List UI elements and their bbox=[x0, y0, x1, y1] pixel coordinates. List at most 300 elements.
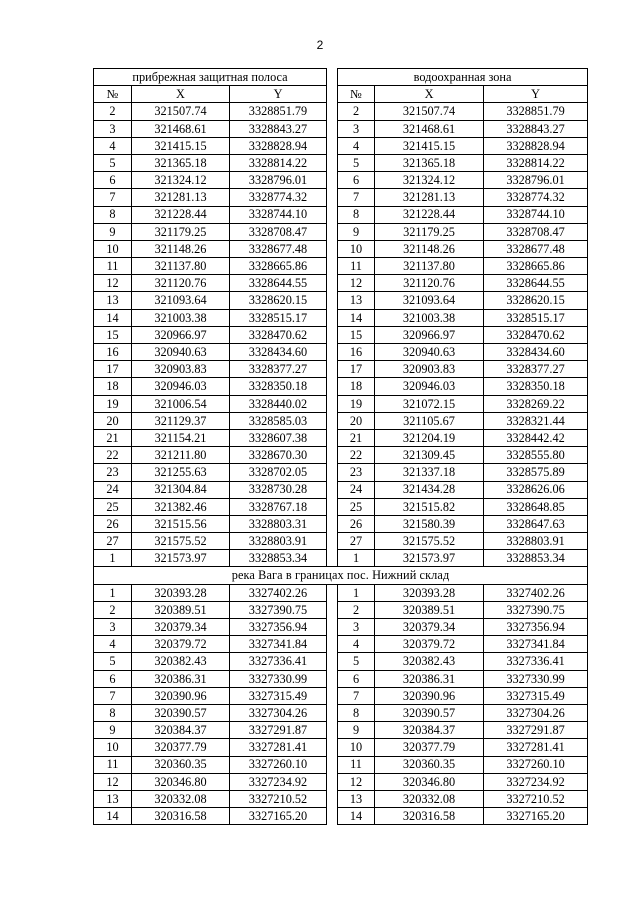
left-y-value: 3327336.41 bbox=[230, 653, 327, 670]
right-x-value: 321105.67 bbox=[375, 412, 484, 429]
left-y-value: 3328796.01 bbox=[230, 172, 327, 189]
right-y-value: 3328321.44 bbox=[484, 412, 588, 429]
table-row bbox=[94, 808, 588, 825]
right-point-number: 12 bbox=[338, 275, 375, 292]
column-gap bbox=[327, 722, 338, 739]
left-y-value: 3328670.30 bbox=[230, 447, 327, 464]
column-gap bbox=[327, 687, 338, 704]
left-point-number: 14 bbox=[94, 808, 132, 825]
right-x-value: 320903.83 bbox=[375, 361, 484, 378]
right-y-value: 3328814.22 bbox=[484, 154, 588, 171]
left-x-value: 321304.84 bbox=[132, 481, 230, 498]
table-row bbox=[94, 619, 588, 636]
left-x-value: 321281.13 bbox=[132, 189, 230, 206]
right-point-number: 3 bbox=[338, 619, 375, 636]
column-gap bbox=[327, 361, 338, 378]
left-point-number: 8 bbox=[94, 704, 132, 721]
right-x-value: 321281.13 bbox=[375, 189, 484, 206]
left-x-value: 320393.28 bbox=[132, 584, 230, 601]
right-point-number: 1 bbox=[338, 550, 375, 567]
left-point-number: 4 bbox=[94, 636, 132, 653]
left-point-number: 1 bbox=[94, 550, 132, 567]
left-point-number: 14 bbox=[94, 309, 132, 326]
right-y-value: 3328377.27 bbox=[484, 361, 588, 378]
left-x-value: 321137.80 bbox=[132, 258, 230, 275]
right-point-number: 13 bbox=[338, 292, 375, 309]
table-row bbox=[94, 137, 588, 154]
page-number: 2 bbox=[316, 38, 324, 52]
right-point-number: 4 bbox=[338, 137, 375, 154]
left-y-value: 3327234.92 bbox=[230, 773, 327, 790]
left-y-value: 3327260.10 bbox=[230, 756, 327, 773]
right-x-value: 321468.61 bbox=[375, 120, 484, 137]
table-row bbox=[94, 756, 588, 773]
left-x-value: 320316.58 bbox=[132, 808, 230, 825]
right-y-value: 3327390.75 bbox=[484, 601, 588, 618]
right-y-value: 3327291.87 bbox=[484, 722, 588, 739]
right-point-number: 26 bbox=[338, 515, 375, 532]
right-x-value: 321580.39 bbox=[375, 515, 484, 532]
table-row bbox=[94, 790, 588, 807]
right-y-value: 3328803.91 bbox=[484, 533, 588, 550]
left-point-number: 2 bbox=[94, 103, 132, 120]
column-gap bbox=[327, 344, 338, 361]
left-y-value: 3328708.47 bbox=[230, 223, 327, 240]
column-gap bbox=[327, 739, 338, 756]
left-x-value: 321228.44 bbox=[132, 206, 230, 223]
left-y-value: 3328803.31 bbox=[230, 515, 327, 532]
left-point-number: 19 bbox=[94, 395, 132, 412]
right-point-number: 8 bbox=[338, 206, 375, 223]
left-x-value: 321324.12 bbox=[132, 172, 230, 189]
right-point-number: 9 bbox=[338, 223, 375, 240]
left-y-value: 3328843.27 bbox=[230, 120, 327, 137]
right-x-value: 321179.25 bbox=[375, 223, 484, 240]
right-y-value: 3328647.63 bbox=[484, 515, 588, 532]
table-row bbox=[94, 223, 588, 240]
left-point-number: 25 bbox=[94, 498, 132, 515]
column-gap bbox=[327, 584, 338, 601]
table-row bbox=[94, 326, 588, 343]
right-x-value: 321365.18 bbox=[375, 154, 484, 171]
table-row bbox=[94, 533, 588, 550]
right-x-value: 320386.31 bbox=[375, 670, 484, 687]
right-y-value: 3328665.86 bbox=[484, 258, 588, 275]
left-y-value: 3327304.26 bbox=[230, 704, 327, 721]
left-x-value: 320379.72 bbox=[132, 636, 230, 653]
right-y-value: 3327281.41 bbox=[484, 739, 588, 756]
right-x-value: 320389.51 bbox=[375, 601, 484, 618]
right-y-value: 3327330.99 bbox=[484, 670, 588, 687]
right-point-number: 27 bbox=[338, 533, 375, 550]
right-x-value: 321515.82 bbox=[375, 498, 484, 515]
left-y-value: 3327210.52 bbox=[230, 790, 327, 807]
right-point-number: 14 bbox=[338, 309, 375, 326]
left-x-value: 321129.37 bbox=[132, 412, 230, 429]
left-point-number: 1 bbox=[94, 584, 132, 601]
table-row bbox=[94, 515, 588, 532]
right-y-value: 3327356.94 bbox=[484, 619, 588, 636]
column-gap bbox=[327, 756, 338, 773]
coordinates-table bbox=[93, 68, 588, 825]
left-y-value: 3327291.87 bbox=[230, 722, 327, 739]
right-x-value: 321072.15 bbox=[375, 395, 484, 412]
left-x-value: 321179.25 bbox=[132, 223, 230, 240]
left-y-value: 3328767.18 bbox=[230, 498, 327, 515]
table-row bbox=[94, 722, 588, 739]
column-gap bbox=[327, 704, 338, 721]
left-x-value: 320346.80 bbox=[132, 773, 230, 790]
column-gap bbox=[327, 69, 338, 86]
right-x-value: 320384.37 bbox=[375, 722, 484, 739]
right-point-number: 12 bbox=[338, 773, 375, 790]
left-x-value: 321415.15 bbox=[132, 137, 230, 154]
left-title: прибрежная защитная полоса bbox=[94, 69, 327, 86]
right-point-number: 1 bbox=[338, 584, 375, 601]
column-gap bbox=[327, 464, 338, 481]
left-y-value: 3328620.15 bbox=[230, 292, 327, 309]
left-y-value: 3328702.05 bbox=[230, 464, 327, 481]
column-gap bbox=[327, 533, 338, 550]
left-x-value: 320360.35 bbox=[132, 756, 230, 773]
right-x-value: 320966.97 bbox=[375, 326, 484, 343]
table-row bbox=[94, 361, 588, 378]
right-point-number: 6 bbox=[338, 670, 375, 687]
left-point-number: 18 bbox=[94, 378, 132, 395]
right-point-number: 6 bbox=[338, 172, 375, 189]
table-row bbox=[94, 206, 588, 223]
column-gap bbox=[327, 808, 338, 825]
right-point-number: 24 bbox=[338, 481, 375, 498]
left-x-header: X bbox=[132, 86, 230, 103]
left-y-value: 3328851.79 bbox=[230, 103, 327, 120]
table-row bbox=[94, 447, 588, 464]
left-point-number: 6 bbox=[94, 670, 132, 687]
right-x-value: 320346.80 bbox=[375, 773, 484, 790]
right-point-number: 9 bbox=[338, 722, 375, 739]
right-y-value: 3328269.22 bbox=[484, 395, 588, 412]
right-x-value: 321434.28 bbox=[375, 481, 484, 498]
left-y-value: 3328828.94 bbox=[230, 137, 327, 154]
left-point-number: 15 bbox=[94, 326, 132, 343]
right-x-value: 321415.15 bbox=[375, 137, 484, 154]
column-gap bbox=[327, 601, 338, 618]
right-y-value: 3327402.26 bbox=[484, 584, 588, 601]
right-x-value: 321309.45 bbox=[375, 447, 484, 464]
right-x-value: 320390.57 bbox=[375, 704, 484, 721]
column-gap bbox=[327, 103, 338, 120]
right-x-value: 320390.96 bbox=[375, 687, 484, 704]
right-x-value: 320382.43 bbox=[375, 653, 484, 670]
right-y-value: 3328442.42 bbox=[484, 429, 588, 446]
column-gap bbox=[327, 154, 338, 171]
left-point-number: 20 bbox=[94, 412, 132, 429]
right-x-value: 320360.35 bbox=[375, 756, 484, 773]
right-y-value: 3327210.52 bbox=[484, 790, 588, 807]
right-y-value: 3328677.48 bbox=[484, 240, 588, 257]
table-row bbox=[94, 189, 588, 206]
left-y-value: 3328515.17 bbox=[230, 309, 327, 326]
table-row bbox=[94, 120, 588, 137]
table-row bbox=[94, 481, 588, 498]
left-point-number: 8 bbox=[94, 206, 132, 223]
right-y-value: 3328708.47 bbox=[484, 223, 588, 240]
left-y-value: 3328853.34 bbox=[230, 550, 327, 567]
table-row bbox=[94, 172, 588, 189]
left-y-value: 3328803.91 bbox=[230, 533, 327, 550]
left-y-value: 3328744.10 bbox=[230, 206, 327, 223]
right-x-value: 321575.52 bbox=[375, 533, 484, 550]
left-x-value: 320946.03 bbox=[132, 378, 230, 395]
column-gap bbox=[327, 309, 338, 326]
right-point-number: 15 bbox=[338, 326, 375, 343]
right-point-number: 10 bbox=[338, 240, 375, 257]
table-row bbox=[94, 103, 588, 120]
column-gap bbox=[327, 447, 338, 464]
right-x-value: 320940.63 bbox=[375, 344, 484, 361]
table-row bbox=[94, 378, 588, 395]
right-point-number: 21 bbox=[338, 429, 375, 446]
right-y-value: 3328350.18 bbox=[484, 378, 588, 395]
right-point-number: 14 bbox=[338, 808, 375, 825]
left-x-value: 321148.26 bbox=[132, 240, 230, 257]
column-gap bbox=[327, 670, 338, 687]
table-row bbox=[94, 309, 588, 326]
left-x-value: 321120.76 bbox=[132, 275, 230, 292]
left-point-number: 27 bbox=[94, 533, 132, 550]
right-y-value: 3328851.79 bbox=[484, 103, 588, 120]
right-y-value: 3327336.41 bbox=[484, 653, 588, 670]
right-point-number: 17 bbox=[338, 361, 375, 378]
left-point-number: 3 bbox=[94, 619, 132, 636]
left-x-value: 321211.80 bbox=[132, 447, 230, 464]
column-gap bbox=[327, 378, 338, 395]
right-x-value: 321324.12 bbox=[375, 172, 484, 189]
left-x-value: 321006.54 bbox=[132, 395, 230, 412]
left-y-value: 3327390.75 bbox=[230, 601, 327, 618]
right-x-value: 320316.58 bbox=[375, 808, 484, 825]
right-x-value: 321120.76 bbox=[375, 275, 484, 292]
left-point-number: 26 bbox=[94, 515, 132, 532]
right-x-value: 321337.18 bbox=[375, 464, 484, 481]
left-y-value: 3328814.22 bbox=[230, 154, 327, 171]
section-title-row bbox=[94, 567, 588, 584]
left-y-value: 3328677.48 bbox=[230, 240, 327, 257]
left-y-value: 3328377.27 bbox=[230, 361, 327, 378]
right-y-value: 3328828.94 bbox=[484, 137, 588, 154]
right-y-value: 3328575.89 bbox=[484, 464, 588, 481]
right-x-value: 320332.08 bbox=[375, 790, 484, 807]
right-y-value: 3328470.62 bbox=[484, 326, 588, 343]
left-point-number: 5 bbox=[94, 154, 132, 171]
column-gap bbox=[327, 326, 338, 343]
left-x-value: 320966.97 bbox=[132, 326, 230, 343]
right-point-number: 8 bbox=[338, 704, 375, 721]
left-point-number: 17 bbox=[94, 361, 132, 378]
left-y-value: 3328730.28 bbox=[230, 481, 327, 498]
right-y-value: 3327165.20 bbox=[484, 808, 588, 825]
right-point-number: 4 bbox=[338, 636, 375, 653]
left-x-value: 321507.74 bbox=[132, 103, 230, 120]
right-x-value: 321228.44 bbox=[375, 206, 484, 223]
column-gap bbox=[327, 86, 338, 103]
left-y-value: 3328607.38 bbox=[230, 429, 327, 446]
right-point-number: 3 bbox=[338, 120, 375, 137]
left-x-value: 321573.97 bbox=[132, 550, 230, 567]
left-x-value: 320903.83 bbox=[132, 361, 230, 378]
column-gap bbox=[327, 172, 338, 189]
column-gap bbox=[327, 498, 338, 515]
column-gap bbox=[327, 636, 338, 653]
left-x-value: 321365.18 bbox=[132, 154, 230, 171]
left-point-number: 21 bbox=[94, 429, 132, 446]
left-point-number: 7 bbox=[94, 687, 132, 704]
right-point-number: 20 bbox=[338, 412, 375, 429]
left-point-number: 11 bbox=[94, 258, 132, 275]
left-y-value: 3328585.03 bbox=[230, 412, 327, 429]
table-row bbox=[94, 550, 588, 567]
left-point-number: 2 bbox=[94, 601, 132, 618]
right-point-number: 19 bbox=[338, 395, 375, 412]
left-point-number: 24 bbox=[94, 481, 132, 498]
column-gap bbox=[327, 481, 338, 498]
column-gap bbox=[327, 258, 338, 275]
left-point-number: 9 bbox=[94, 223, 132, 240]
column-gap bbox=[327, 653, 338, 670]
right-point-number: 16 bbox=[338, 344, 375, 361]
table-row bbox=[94, 687, 588, 704]
table-row bbox=[94, 773, 588, 790]
right-y-value: 3327341.84 bbox=[484, 636, 588, 653]
right-point-number: 5 bbox=[338, 653, 375, 670]
column-gap bbox=[327, 790, 338, 807]
right-point-number: 18 bbox=[338, 378, 375, 395]
left-point-number: 22 bbox=[94, 447, 132, 464]
right-y-value: 3327234.92 bbox=[484, 773, 588, 790]
right-x-value: 320379.34 bbox=[375, 619, 484, 636]
left-point-number: 5 bbox=[94, 653, 132, 670]
left-y-value: 3327281.41 bbox=[230, 739, 327, 756]
right-x-value: 321003.38 bbox=[375, 309, 484, 326]
right-y-value: 3328796.01 bbox=[484, 172, 588, 189]
right-x-value: 320393.28 bbox=[375, 584, 484, 601]
left-point-number: 13 bbox=[94, 790, 132, 807]
right-x-value: 320377.79 bbox=[375, 739, 484, 756]
left-x-value: 321382.46 bbox=[132, 498, 230, 515]
column-gap bbox=[327, 120, 338, 137]
left-x-value: 321255.63 bbox=[132, 464, 230, 481]
table-header-row bbox=[94, 86, 588, 103]
table-row bbox=[94, 498, 588, 515]
left-y-value: 3328644.55 bbox=[230, 275, 327, 292]
right-x-value: 321204.19 bbox=[375, 429, 484, 446]
right-y-value: 3328648.85 bbox=[484, 498, 588, 515]
left-point-number: 10 bbox=[94, 240, 132, 257]
right-point-number: 22 bbox=[338, 447, 375, 464]
right-point-number: 10 bbox=[338, 739, 375, 756]
right-y-value: 3328644.55 bbox=[484, 275, 588, 292]
left-y-value: 3328665.86 bbox=[230, 258, 327, 275]
right-point-number: 2 bbox=[338, 601, 375, 618]
right-y-value: 3328774.32 bbox=[484, 189, 588, 206]
right-point-number: 2 bbox=[338, 103, 375, 120]
left-x-value: 321003.38 bbox=[132, 309, 230, 326]
left-x-value: 320332.08 bbox=[132, 790, 230, 807]
right-y-value: 3327304.26 bbox=[484, 704, 588, 721]
left-point-number: 7 bbox=[94, 189, 132, 206]
column-gap bbox=[327, 292, 338, 309]
column-gap bbox=[327, 395, 338, 412]
column-gap bbox=[327, 619, 338, 636]
left-y-value: 3328440.02 bbox=[230, 395, 327, 412]
table-row bbox=[94, 275, 588, 292]
table-row bbox=[94, 344, 588, 361]
right-point-number: 25 bbox=[338, 498, 375, 515]
left-y-value: 3328470.62 bbox=[230, 326, 327, 343]
table-row bbox=[94, 395, 588, 412]
left-x-value: 320940.63 bbox=[132, 344, 230, 361]
right-num-header: № bbox=[338, 86, 375, 103]
right-title: водоохранная зона bbox=[338, 69, 588, 86]
right-x-header: X bbox=[375, 86, 484, 103]
right-point-number: 23 bbox=[338, 464, 375, 481]
right-point-number: 11 bbox=[338, 258, 375, 275]
table-row bbox=[94, 601, 588, 618]
left-point-number: 6 bbox=[94, 172, 132, 189]
right-point-number: 11 bbox=[338, 756, 375, 773]
right-point-number: 7 bbox=[338, 687, 375, 704]
left-point-number: 12 bbox=[94, 275, 132, 292]
left-x-value: 320386.31 bbox=[132, 670, 230, 687]
right-y-value: 3327260.10 bbox=[484, 756, 588, 773]
left-y-value: 3328774.32 bbox=[230, 189, 327, 206]
left-point-number: 23 bbox=[94, 464, 132, 481]
right-x-value: 320379.72 bbox=[375, 636, 484, 653]
left-y-value: 3327315.49 bbox=[230, 687, 327, 704]
right-x-value: 320946.03 bbox=[375, 378, 484, 395]
column-gap bbox=[327, 773, 338, 790]
column-gap bbox=[327, 515, 338, 532]
left-x-value: 320390.57 bbox=[132, 704, 230, 721]
left-x-value: 321515.56 bbox=[132, 515, 230, 532]
right-x-value: 321137.80 bbox=[375, 258, 484, 275]
left-point-number: 11 bbox=[94, 756, 132, 773]
left-point-number: 13 bbox=[94, 292, 132, 309]
column-gap bbox=[327, 206, 338, 223]
right-y-value: 3328843.27 bbox=[484, 120, 588, 137]
table-row bbox=[94, 154, 588, 171]
table-row bbox=[94, 653, 588, 670]
table-row bbox=[94, 739, 588, 756]
right-x-value: 321507.74 bbox=[375, 103, 484, 120]
table-title-row bbox=[94, 69, 588, 86]
left-x-value: 320382.43 bbox=[132, 653, 230, 670]
right-x-value: 321148.26 bbox=[375, 240, 484, 257]
right-y-value: 3328620.15 bbox=[484, 292, 588, 309]
table-row bbox=[94, 464, 588, 481]
left-y-header: Y bbox=[230, 86, 327, 103]
left-point-number: 3 bbox=[94, 120, 132, 137]
right-y-value: 3328853.34 bbox=[484, 550, 588, 567]
left-x-value: 321575.52 bbox=[132, 533, 230, 550]
left-y-value: 3327402.26 bbox=[230, 584, 327, 601]
table-row bbox=[94, 240, 588, 257]
left-y-value: 3328350.18 bbox=[230, 378, 327, 395]
table-row bbox=[94, 429, 588, 446]
column-gap bbox=[327, 412, 338, 429]
column-gap bbox=[327, 240, 338, 257]
right-y-value: 3327315.49 bbox=[484, 687, 588, 704]
